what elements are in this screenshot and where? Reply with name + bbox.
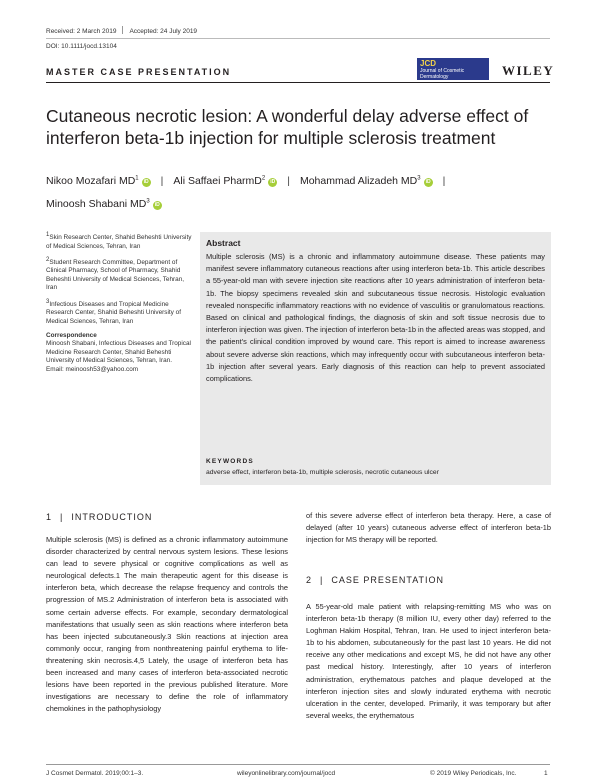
correspondence-email[interactable]: Email: meinoosh53@yahoo.com: [46, 365, 139, 373]
affiliations: [46, 231, 194, 379]
author-4[interactable]: Minoosh Shabani $MD^3$: [46, 198, 150, 210]
author-separator: |: [287, 174, 290, 187]
section-label: MASTER CASE PRESENTATION: [46, 67, 232, 77]
orcid-icon[interactable]: iD: [154, 202, 160, 208]
abstract-text: Multiple sclerosis (MS) is a chronic and inflammatory autoimmune disease. These patients may manifest severe inflammatory cutaneous reactions after using interferon beta-1b. This article describes a 55-year-old man with severe injection site reactions after 10 years administration of interferon beta-1b. The biopsy specimens revealed skin and subcutaneous tissue necrosis. Histologic evaluation revealed nonspecific inflammatory reactions with no evidence of vasculitis or granulomatous reactions. Based on clinical and pathological findings, the diagnosis of skin and soft tissue necrosis due to interferon injection was given. The injection of interferon beta-1b in the affected areas was stopped, and the patient's clinical condition improved by wound care. This report is aimed to increase awareness about severe adverse skin reactions, which may infrequently occur with subcutaneous interferon beta-1b injection after several years. Early diagnosis of this reaction can help to prevent associated complications.: [206, 252, 545, 384]
case-heading: 2 | CASE PRESENTATION: [306, 575, 445, 585]
abstract-box: [200, 232, 551, 485]
author-list: [46, 168, 551, 215]
footer-url[interactable]: wileyonlinelibrary.com/journal/jocd: [237, 770, 336, 777]
publisher-logo: WILEY: [502, 63, 555, 78]
received-accepted-line: [46, 26, 197, 35]
orcid-icon[interactable]: iD: [270, 178, 276, 185]
case-text: A 55-year-old male patient with relapsing-remitting MS who was on interferon beta-1b therapy (8 million IU, every other day) referred to the Loghman Hakim Hospital, Tehran, Iran. He used to inject interferon beta-1b to his abdomen, subcutaneously for the past last 10 years. He did not receive any other medications and except MS, he did not have any other past medical history. Interestingly, after 10 years of interferon administration, erythematous patches and plaque developed at the interferon injection sites and slowly indurated erythema with necrotic ulceration in the center, developed. Primarily, it was temporary but after several weeks, the erythematous: [306, 602, 551, 720]
intro-text: Multiple sclerosis (MS) is defined as a chronic inflammatory autoimmune disorder characterized by central nervous system lesions. These lesions can lead to severe physical or cognitive complications as well as neurological defects.1 The main therapeutic agent for this disease is interferon beta, which decrease the relapse frequency and controls the progression of MS.2 Administration of interferon beta is associated with some certain adverse effects. For example, secondary dermatological manifestations that usually seen as skin reactions where interferon beta has been injected subcutaneously.3 Skin reactions at injection area commonly occur, ranging from nonthreatening painful erythema to life-threatening skin necrosis.4,5 Lately, the usage of interferon beta has been increased and many cases of interferon beta-associated necrotic lesions have been reported in the previous published literature. More investigations are necessary to define the role of inflammatory chemokines in the pathophysiology: [46, 535, 288, 714]
footer-copyright: © 2019 Wiley Periodicals, Inc.: [430, 770, 517, 777]
journal-logo-abbr: JCD: [420, 59, 437, 68]
page-number: 1: [544, 770, 548, 777]
footer-citation: J Cosmet Dermatol. 2019;00:1–3.: [46, 770, 144, 777]
author-separator: |: [442, 174, 446, 187]
intro-heading: 1 | INTRODUCTION: [46, 512, 153, 522]
correspondence-address: Minoosh Shabani, Infectious Diseases and Tropical Medicine Research Center, Shahid Beheshti University of Medical Sciences, Tehran, Iran.: [46, 340, 191, 365]
orcid-icon[interactable]: iD: [143, 178, 149, 185]
correspondence: [46, 332, 194, 374]
accepted-date: Accepted: 24 July 2019: [129, 28, 198, 35]
keywords: adverse effect, interferon beta-1b, multiple sclerosis, necrotic cutaneous ulcer: [206, 469, 439, 476]
correspondence-heading: Correspondence: [46, 332, 97, 340]
doi[interactable]: DOI: 10.1111/jocd.13104: [46, 43, 117, 50]
author-3[interactable]: Mohammad Alizadeh $MD^3$: [299, 174, 421, 187]
footer-rule: [46, 764, 550, 765]
header-thick-rule: [46, 82, 550, 83]
journal-logo-name: Journal of Cosmetic Dermatology: [420, 68, 465, 80]
author-1[interactable]: Nikoo Mozafari $MD^1$: [46, 174, 139, 187]
header-rule: [46, 38, 550, 39]
affiliation-1: $^1$Skin Research Center, Shahid Beheshti University of Medical Sciences, Tehran, Iran: [46, 232, 192, 250]
affiliation-3: $^3$Infectious Diseases and Tropical Medicine Research Center, Shahid Beheshti University of Medical Sciences, Tehran, Iran: [46, 298, 181, 325]
orcid-icon[interactable]: iD: [425, 178, 431, 185]
divider: [122, 26, 123, 34]
author-separator: |: [160, 174, 164, 187]
received-date: Received: 2 March 2019: [46, 28, 117, 35]
keywords-heading: KEYWORDS: [206, 458, 254, 465]
abstract-heading: Abstract: [206, 238, 241, 248]
article-title: Cutaneous necrotic lesion: A wonderful delay adverse effect of interferon beta-1b injection for multiple sclerosis treatment: [46, 106, 529, 148]
journal-logo: [417, 58, 489, 80]
intro-continuation: of this severe adverse effect of interferon beta therapy. Here, a case of delayed (after 10 years) cutaneous adverse effect of interferon beta-1b injection for MS therapy will be reported.: [306, 511, 551, 545]
author-2[interactable]: Ali Saffaei PharmD$^2$: [173, 174, 266, 187]
affiliation-2: $^2$Student Research Committee, Department of Clinical Pharmacy, School of Pharmacy, Shahid Beheshti University of Medical Sciences, Tehran, Iran: [46, 256, 185, 292]
